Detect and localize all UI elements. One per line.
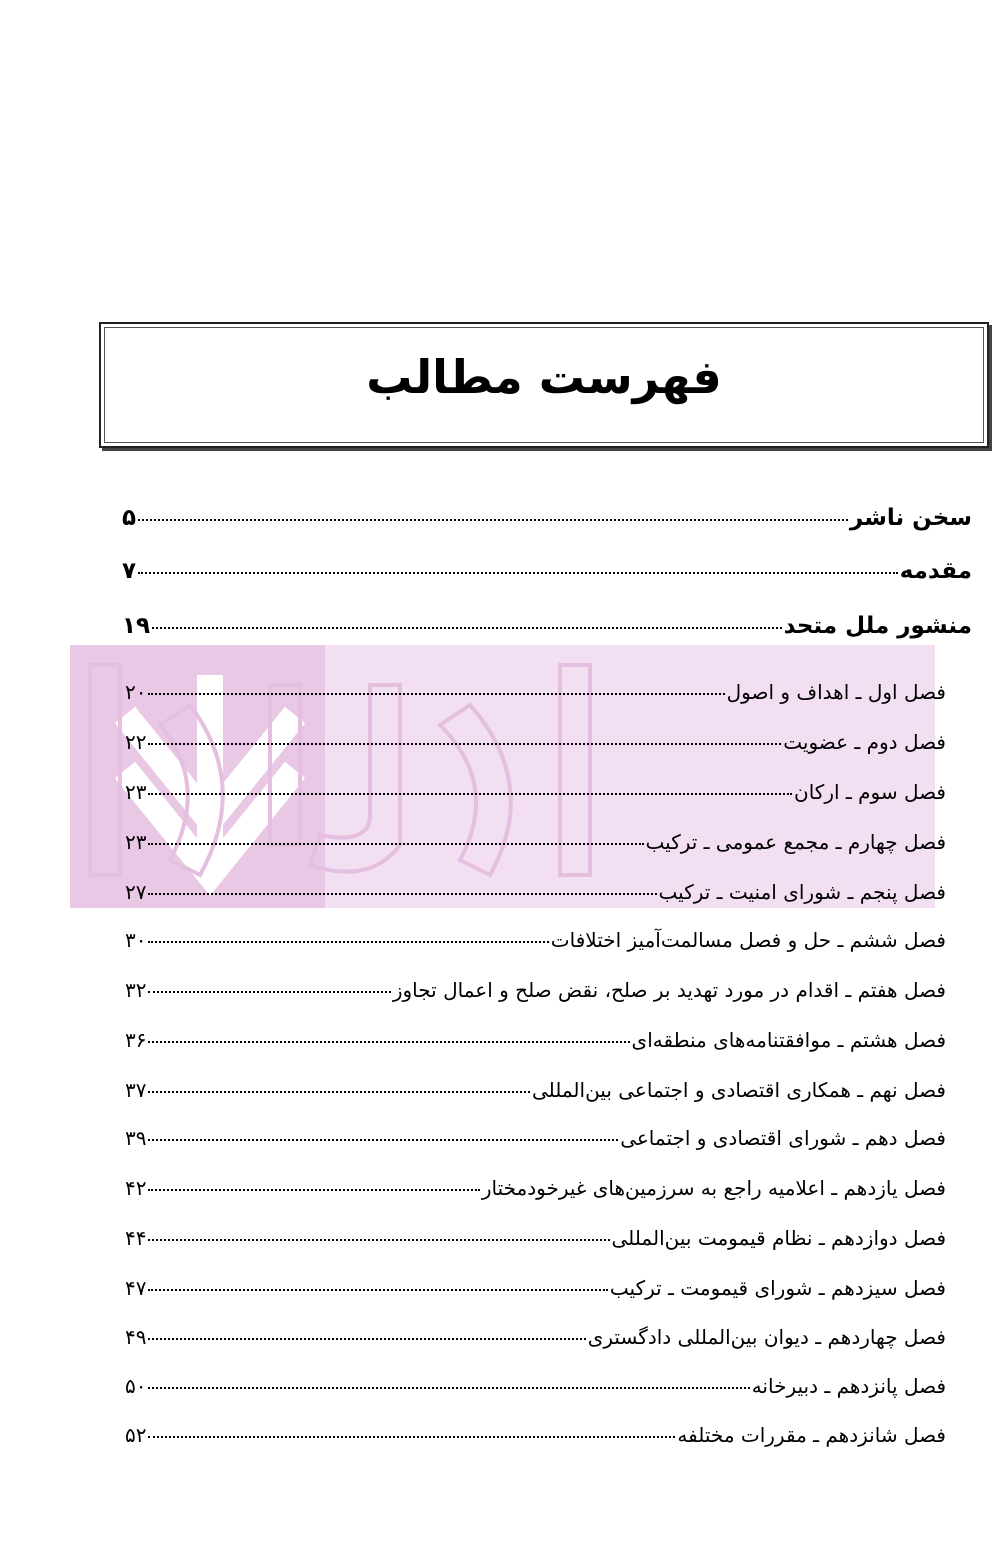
- dot-leader: [148, 893, 656, 895]
- dot-leader: [138, 572, 898, 574]
- toc-chapter-entry[interactable]: [125, 1325, 946, 1349]
- toc-chapter-entry[interactable]: [125, 1226, 946, 1250]
- dot-leader: [148, 1387, 749, 1389]
- toc-entry-label: فصل هشتم ـ موافقتنامه‌های منطقه‌ای: [631, 1028, 946, 1052]
- toc-entry-page: ۱۹: [122, 613, 151, 639]
- dot-leader: [148, 1041, 629, 1043]
- toc-entry-label: فصل دوازدهم ـ نظام قیمومت بین‌المللی: [611, 1226, 946, 1250]
- dot-leader: [148, 941, 548, 943]
- toc-chapter-entry[interactable]: [125, 1126, 946, 1150]
- toc-entry-page: ۲۰: [125, 680, 147, 704]
- toc-entry-label: فصل یازدهم ـ اعلامیه راجع به سرزمین‌های غیرخودمختار: [481, 1176, 946, 1200]
- toc-entry-page: ۳۰: [125, 928, 147, 952]
- toc-chapter-entry[interactable]: [125, 1276, 946, 1300]
- toc-entry-page: ۲۲: [125, 730, 147, 754]
- toc-entry-label: فصل پانزدهم ـ دبیرخانه: [751, 1374, 946, 1398]
- toc-chapter-entry[interactable]: [125, 978, 946, 1002]
- toc-entry-page: ۲۷: [125, 880, 147, 904]
- dot-leader: [148, 743, 781, 745]
- dot-leader: [138, 519, 848, 521]
- dot-leader: [148, 1139, 618, 1141]
- toc-entry-page: ۵۰: [125, 1374, 147, 1398]
- title-frame: [99, 322, 989, 448]
- toc-entry-page: ۲۳: [125, 780, 147, 804]
- dot-leader: [148, 1091, 529, 1093]
- toc-entry-page: ۵: [122, 505, 137, 531]
- dot-leader: [148, 793, 792, 795]
- toc-chapter-entry[interactable]: [125, 780, 946, 804]
- toc-entry-label: فصل سیزدهم ـ شورای قیمومت ـ ترکیب: [609, 1276, 946, 1300]
- toc-entry-un-charter[interactable]: [122, 613, 972, 639]
- toc-entry-page: ۳۶: [125, 1028, 147, 1052]
- toc-chapter-entry[interactable]: [125, 1423, 946, 1447]
- toc-entry-label: فصل هفتم ـ اقدام در مورد تهدید بر صلح، نقض صلح و اعمال تجاوز: [392, 978, 946, 1002]
- toc-entry-label: منشور ملل متحد: [783, 613, 972, 639]
- toc-entry-label: فصل شانزدهم ـ مقررات مختلفه: [677, 1423, 946, 1447]
- toc-entry-label: فصل اول ـ اهداف و اصول: [726, 680, 946, 704]
- dot-leader: [148, 843, 643, 845]
- toc-entry-page: ۷: [122, 558, 137, 584]
- toc-entry-page: ۴۲: [125, 1176, 147, 1200]
- toc-chapter-entry[interactable]: [125, 730, 946, 754]
- toc-chapter-entry[interactable]: [125, 680, 946, 704]
- toc-chapter-entry[interactable]: [125, 830, 946, 854]
- dot-leader: [152, 627, 782, 629]
- toc-entry-page: ۴۹: [125, 1325, 147, 1349]
- toc-entry-page: ۳۹: [125, 1126, 147, 1150]
- toc-chapter-entry[interactable]: [125, 1374, 946, 1398]
- toc-entry-label: فصل دهم ـ شورای اقتصادی و اجتماعی: [620, 1126, 946, 1150]
- toc-entry-introduction[interactable]: [122, 558, 972, 584]
- dot-leader: [148, 1239, 609, 1241]
- toc-entry-page: ۴۷: [125, 1276, 147, 1300]
- toc-entry-label: فصل سوم ـ ارکان: [794, 780, 946, 804]
- toc-chapter-entry[interactable]: [125, 928, 946, 952]
- toc-entry-publisher-note[interactable]: [122, 505, 972, 531]
- toc-entry-label: فصل چهارم ـ مجمع عمومی ـ ترکیب: [645, 830, 946, 854]
- dot-leader: [148, 1189, 479, 1191]
- dot-leader: [148, 1338, 585, 1340]
- toc-entry-label: فصل دوم ـ عضویت: [783, 730, 946, 754]
- toc-chapter-entry[interactable]: [125, 1176, 946, 1200]
- toc-entry-page: ۴۴: [125, 1226, 147, 1250]
- toc-entry-label: فصل ششم ـ حل و فصل مسالمت‌آمیز اختلافات: [550, 928, 946, 952]
- page-title: فهرست مطالب: [366, 350, 722, 404]
- toc-entry-page: ۲۳: [125, 830, 147, 854]
- toc-chapter-entry[interactable]: [125, 880, 946, 904]
- toc-entry-page: ۳۲: [125, 978, 147, 1002]
- toc-chapter-entry[interactable]: [125, 1078, 946, 1102]
- toc-entry-label: فصل نهم ـ همکاری اقتصادی و اجتماعی بین‌المللی: [531, 1078, 946, 1102]
- dot-leader: [148, 1289, 607, 1291]
- dot-leader: [148, 693, 724, 695]
- dot-leader: [148, 991, 390, 993]
- toc-entry-label: فصل چهاردهم ـ دیوان بین‌المللی دادگستری: [587, 1325, 946, 1349]
- toc-entry-label: فصل پنجم ـ شورای امنیت ـ ترکیب: [658, 880, 946, 904]
- toc-entry-label: مقدمه: [899, 558, 972, 584]
- toc-chapter-entry[interactable]: [125, 1028, 946, 1052]
- toc-entry-page: ۳۷: [125, 1078, 147, 1102]
- dot-leader: [148, 1436, 675, 1438]
- toc-entry-label: سخن ناشر: [849, 505, 972, 531]
- toc-entry-page: ۵۲: [125, 1423, 147, 1447]
